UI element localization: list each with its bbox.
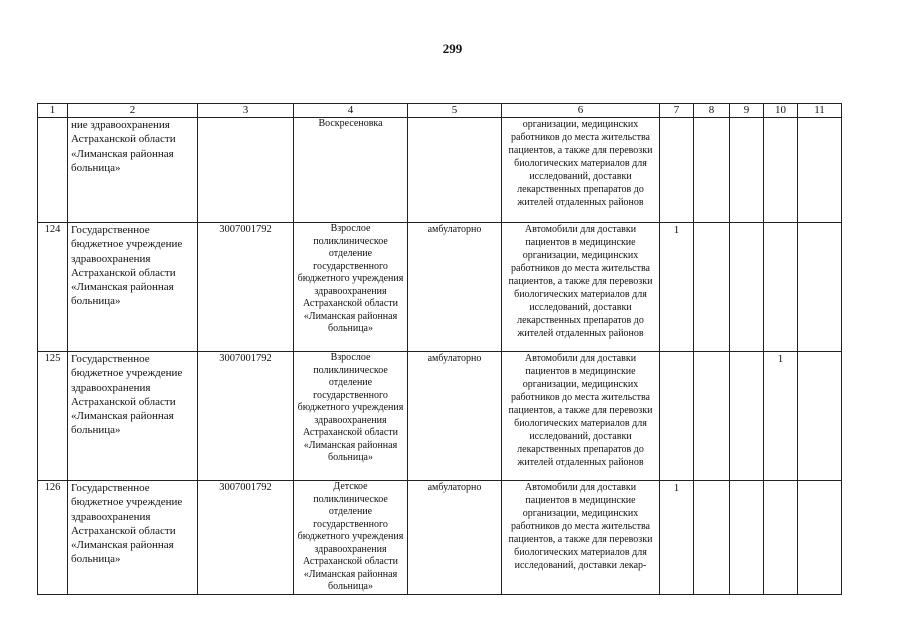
care-condition: амбулаторно (408, 352, 502, 481)
count-col-7: 1 (660, 481, 694, 595)
count-col-10 (764, 223, 798, 352)
page-number: 299 (442, 41, 463, 56)
row-number: 126 (38, 481, 68, 595)
col-header-8: 8 (694, 104, 730, 118)
col-header-4: 4 (294, 104, 408, 118)
count-col-7 (660, 352, 694, 481)
subdivision-name: Воскресеновка (294, 118, 408, 223)
count-col-9 (730, 118, 764, 223)
institution-name: Государственное бюджетное учреждение здравоохранения Астраханской области «Лиманская районная больница» (68, 223, 198, 352)
col-header-5: 5 (408, 104, 502, 118)
count-col-11 (798, 481, 842, 595)
institution-name: ние здравоохранения Астраханской области «Лиманская районная больница» (68, 118, 198, 223)
count-col-11 (798, 223, 842, 352)
count-col-9 (730, 352, 764, 481)
count-col-10 (764, 118, 798, 223)
count-col-10: 1 (764, 352, 798, 481)
care-condition: амбулаторно (408, 481, 502, 595)
table-row (38, 223, 842, 352)
subdivision-name: Детское поликлиническое отделение государственного бюджетного учреждения здравоохранения Астраханской области «Лиманская районная больница» (294, 481, 408, 595)
vehicle-purpose: Автомобили для доставки пациентов в медицинские организации, медицинских работников до места жительства пациентов, а также для перевозки биологических материалов для исследований, доставки лекарственных препаратов до жителей отдаленных районов (502, 352, 660, 481)
count-col-9 (730, 481, 764, 595)
inn-code: 3007001792 (198, 481, 294, 595)
care-condition (408, 118, 502, 223)
count-col-9 (730, 223, 764, 352)
col-header-10: 10 (764, 104, 798, 118)
vehicle-purpose: организации, медицинских работников до места жительства пациентов, а также для перевозки биологических материалов для исследований, доставки лекарственных препаратов до жителей отдаленных районов (502, 118, 660, 223)
count-col-8 (694, 352, 730, 481)
table-row (38, 481, 842, 595)
col-header-2: 2 (68, 104, 198, 118)
inn-code: 3007001792 (198, 223, 294, 352)
subdivision-name: Взрослое поликлиническое отделение государственного бюджетного учреждения здравоохранения Астраханской области «Лиманская районная больница» (294, 352, 408, 481)
count-col-7: 1 (660, 223, 694, 352)
count-col-11 (798, 352, 842, 481)
vehicle-purpose: Автомобили для доставки пациентов в медицинские организации, медицинских работников до места жительства пациентов, а также для перевозки биологических материалов для исследований, доставки лекар- (502, 481, 660, 595)
subdivision-name: Взрослое поликлиническое отделение государственного бюджетного учреждения здравоохранения Астраханской области «Лиманская районная больница» (294, 223, 408, 352)
row-number: 125 (38, 352, 68, 481)
count-col-8 (694, 481, 730, 595)
row-number: 124 (38, 223, 68, 352)
count-col-8 (694, 118, 730, 223)
count-col-8 (694, 223, 730, 352)
count-col-7 (660, 118, 694, 223)
col-header-9: 9 (730, 104, 764, 118)
count-col-10 (764, 481, 798, 595)
col-header-7: 7 (660, 104, 694, 118)
count-col-11 (798, 118, 842, 223)
document-table (37, 103, 842, 595)
vehicle-purpose: Автомобили для доставки пациентов в медицинские организации, медицинских работников до места жительства пациентов, а также для перевозки биологических материалов для исследований, доставки лекарственных препаратов до жителей отдаленных районов (502, 223, 660, 352)
col-header-1: 1 (38, 104, 68, 118)
row-number (38, 118, 68, 223)
col-header-3: 3 (198, 104, 294, 118)
table-row (38, 352, 842, 481)
institution-name: Государственное бюджетное учреждение здравоохранения Астраханской области «Лиманская районная больница» (68, 352, 198, 481)
care-condition: амбулаторно (408, 223, 502, 352)
col-header-11: 11 (798, 104, 842, 118)
col-header-6: 6 (502, 104, 660, 118)
header-row (38, 104, 842, 118)
inn-code (198, 118, 294, 223)
inn-code: 3007001792 (198, 352, 294, 481)
table-row (38, 118, 842, 223)
institution-name: Государственное бюджетное учреждение здравоохранения Астраханской области «Лиманская районная больница» (68, 481, 198, 595)
